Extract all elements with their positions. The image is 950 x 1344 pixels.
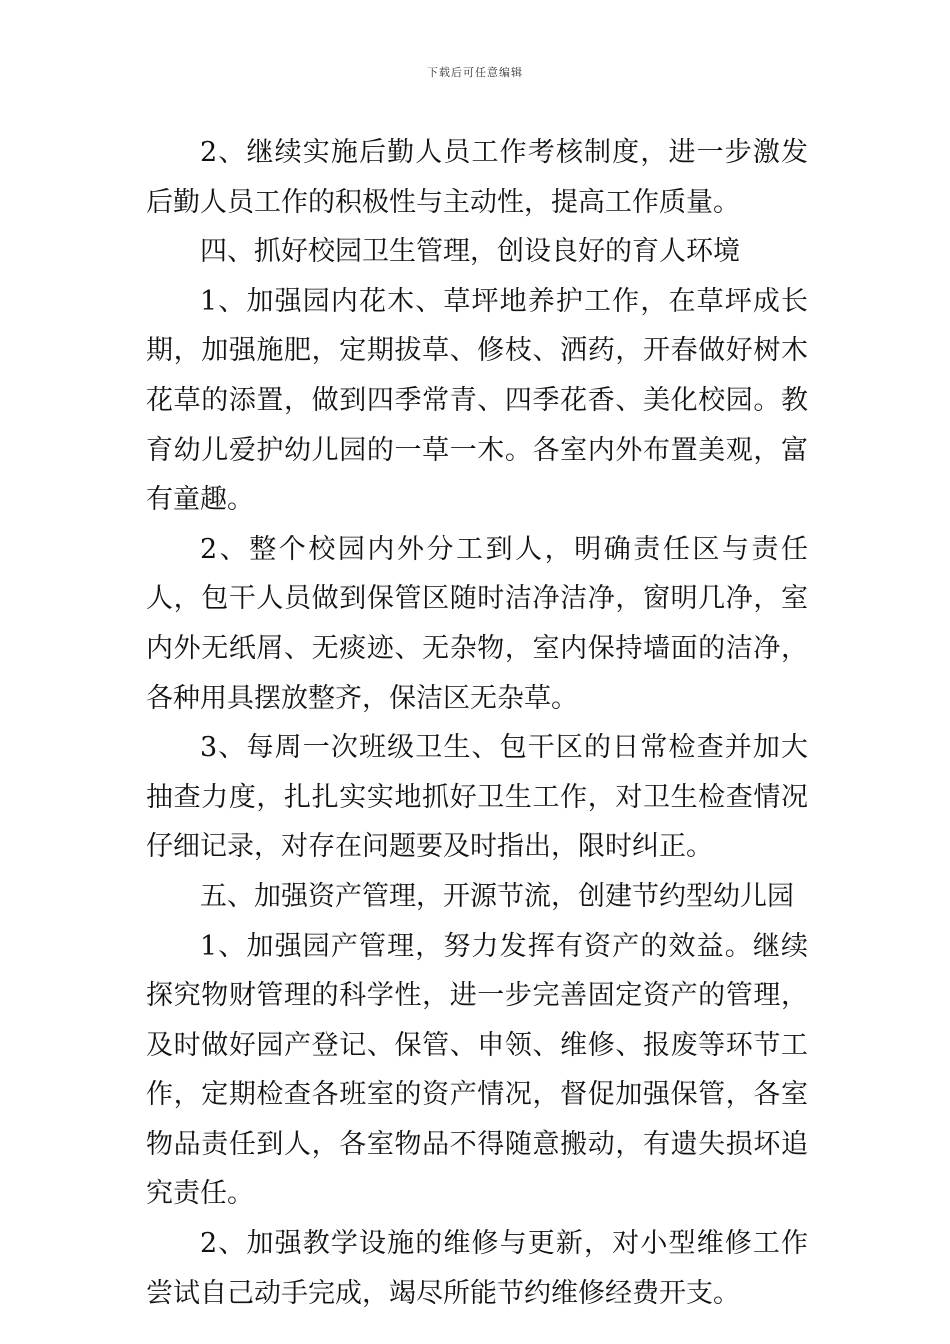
document-body bbox=[146, 128, 808, 1318]
paragraph-asset-management: 1、加强园产管理，努力发挥有资产的效益。继续探究物财管理的科学性，进一步完善固定资产的管理，及时做好园产登记、保管、申领、维修、报废等环节工作，定期检查各班室的资产情况，督促加强保管，各室物品责任到人，各室物品不得随意搬动，有遗失损坏追究责任。 bbox=[146, 930, 808, 1210]
header-note: 下载后可任意编辑 bbox=[427, 66, 523, 79]
paragraph-greenery-care: 1、加强园内花木、草坪地养护工作，在草坪成长期，加强施肥，定期拔草、修枝、洒药，开春做好树木花草的添置，做到四季常青、四季花香、美化校园。教育幼儿爱护幼儿园的一草一木。各室内外布置美观，富有童趣。 bbox=[146, 285, 808, 516]
paragraph-facility-maintenance: 2、加强教学设施的维修与更新，对小型维修工作尝试自己动手完成，竭尽所能节约维修经费开支。 bbox=[146, 1228, 808, 1309]
paragraph-area-responsibility: 2、整个校园内外分工到人，明确责任区与责任人，包干人员做到保管区随时洁净洁净，窗明几净，室内外无纸屑、无痰迹、无杂物，室内保持墙面的洁净，各种用具摆放整齐，保洁区无杂草。 bbox=[146, 533, 808, 714]
section-heading-campus-hygiene: 四、抓好校园卫生管理，创设良好的育人环境 bbox=[200, 236, 740, 268]
paragraph-weekly-inspection: 3、每周一次班级卫生、包干区的日常检查并加大抽查力度，扎扎实实地抓好卫生工作，对卫生检查情况仔细记录，对存在问题要及时指出，限时纠正。 bbox=[146, 732, 808, 863]
section-heading-asset-management: 五、加强资产管理，开源节流，创建节约型幼儿园 bbox=[200, 880, 794, 912]
paragraph-staff-assessment: 2、继续实施后勤人员工作考核制度，进一步激发后勤人员工作的积极性与主动性，提高工作质量。 bbox=[146, 137, 808, 218]
